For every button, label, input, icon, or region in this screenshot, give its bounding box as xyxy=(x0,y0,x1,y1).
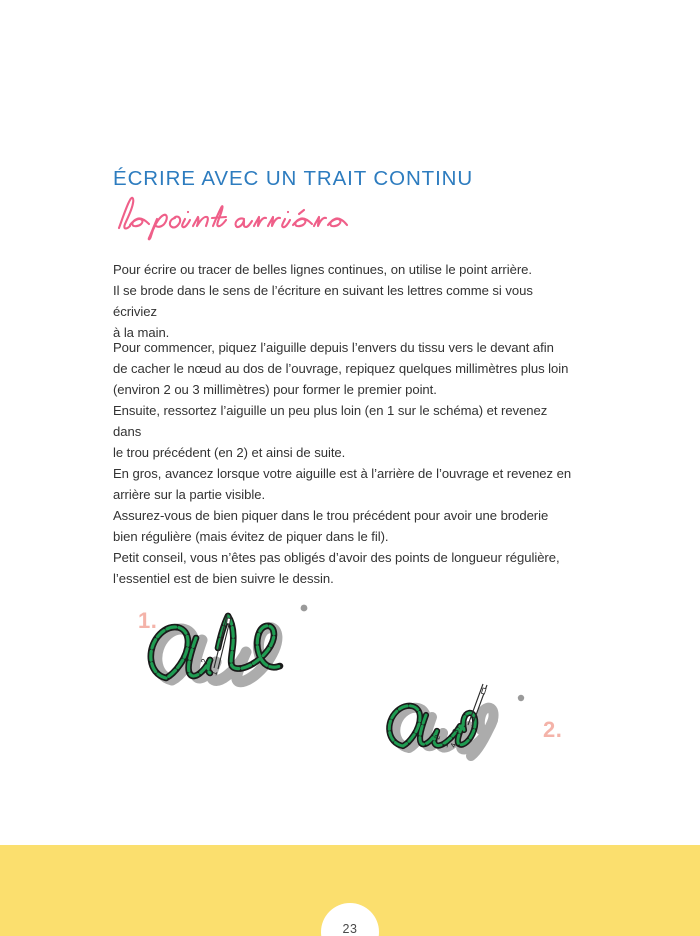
body-line: En gros, avancez lorsque votre aiguille est à l’arrière de l’ouvrage et revenez en xyxy=(113,466,572,481)
svg-text:3: 3 xyxy=(450,727,461,735)
body-line: Il se brode dans le sens de l’écriture en suivant les lettres comme si vous écriviez xyxy=(113,283,533,319)
svg-text:2: 2 xyxy=(199,657,210,665)
body-paragraph-2 xyxy=(113,337,577,589)
body-line: arrière sur la partie visible. xyxy=(113,487,266,502)
svg-text:4: 4 xyxy=(448,741,459,749)
backstitch-diagram-step-two xyxy=(375,682,585,762)
body-line: l’essentiel est de bien suivre le dessin. xyxy=(113,571,334,586)
svg-text:2: 2 xyxy=(432,733,443,741)
body-line: bien régulière (mais évitez de piquer dans le fil). xyxy=(113,529,389,544)
step-number-2: 2. xyxy=(543,717,563,742)
body-line: Assurez-vous de bien piquer dans le trou précédent pour avoir une broderie xyxy=(113,508,549,523)
body-line: Pour commencer, piquez l’aiguille depuis l’envers du tissu vers le devant afin xyxy=(113,340,554,355)
page-title: ÉCRIRE AVEC UN TRAIT CONTINU xyxy=(113,167,474,190)
svg-text:1: 1 xyxy=(440,741,451,749)
body-line: (environ 2 ou 3 millimètres) pour former le premier point. xyxy=(113,382,437,397)
body-line: Pour écrire ou tracer de belles lignes continues, on utilise le point arrière. xyxy=(113,262,532,277)
svg-text:1: 1 xyxy=(209,669,220,677)
body-line: à la main. xyxy=(113,325,170,340)
body-paragraph-1 xyxy=(113,259,577,343)
page-subtitle-script xyxy=(113,195,343,237)
backstitch-diagram-step-one xyxy=(128,588,348,700)
body-line: Ensuite, ressortez l’aiguille un peu plus loin (en 1 sur le schéma) et revenez dans xyxy=(113,403,548,439)
footer-band xyxy=(0,845,700,936)
body-line: le trou précédent (en 2) et ainsi de suite. xyxy=(113,445,346,460)
page-number-bubble xyxy=(321,903,379,936)
step-number-1: 1. xyxy=(138,608,158,633)
body-line: Petit conseil, vous n’êtes pas obligés d’avoir des points de longueur régulière, xyxy=(113,550,560,565)
page-number: 23 xyxy=(342,922,358,936)
page-header xyxy=(113,168,613,237)
body-line: de cacher le nœud au dos de l’ouvrage, repiquez quelques millimètres plus loin xyxy=(113,361,569,376)
